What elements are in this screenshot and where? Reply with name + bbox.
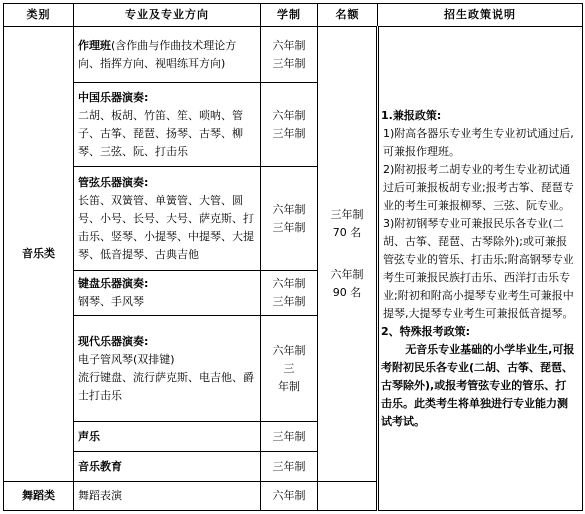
duration-cell [261, 167, 318, 271]
quota-cell [318, 27, 378, 482]
header-quota: 名额 [318, 4, 378, 27]
major-cell [74, 271, 261, 316]
admission-table [3, 3, 583, 511]
header-duration: 学制 [261, 4, 318, 27]
duration-line: 六年制 [272, 489, 306, 502]
major-cell [74, 452, 261, 482]
duration-line: 六年制 [272, 38, 306, 52]
duration-line: 六年制 [272, 343, 306, 357]
quota-three-label: 三年制 [330, 208, 364, 221]
major-cell [74, 316, 261, 422]
major-name: 现代乐器演奏: [78, 334, 149, 348]
duration-cell [261, 271, 318, 316]
policy-special-body: 无音乐专业基础的小学毕业生,可报考附初民乐各专业(二胡、古筝、琵琶、古琴除外),或报考管弦专业的管乐、打击乐。此类考生将单独进行专业能力测试考试。 [381, 342, 575, 428]
major-cell [74, 167, 261, 271]
duration-cell [261, 422, 318, 452]
major-name: 管弦乐器演奏: [78, 175, 149, 189]
category-music: 音乐类 [4, 27, 74, 482]
policy-section-title: 2、特殊报考政策: [381, 324, 471, 338]
duration-line: 年制 [278, 379, 300, 393]
major-cell [74, 27, 261, 83]
major-name: 作理班 [78, 38, 111, 52]
header-row [4, 4, 583, 27]
header-category: 类别 [4, 4, 74, 27]
duration-line: 三年制 [272, 429, 306, 443]
major-desc: 流行键盘、流行萨克斯、电吉他、爵士打击乐 [78, 370, 254, 402]
duration-cell [261, 316, 318, 422]
quota-three-number: 70 名 [332, 226, 362, 239]
quota-six-number: 90 名 [332, 286, 362, 299]
major-desc: 长笛、双簧管、单簧管、大管、圆号、小号、长号、大号、萨克斯、打击乐、竖琴、小提琴、中提琴、大提琴、低音提琴、古典吉他 [78, 193, 254, 261]
policy-item: 1)附高各器乐专业考生专业初试通过后,可兼报作理班。 [383, 126, 574, 158]
major-name: 音乐教育 [78, 459, 122, 473]
duration-line: 三 [283, 361, 295, 375]
duration-line: 六年制 [272, 277, 306, 290]
duration-cell [261, 83, 318, 167]
duration-line: 六年制 [272, 108, 306, 122]
major-name: 键盘乐器演奏: [78, 277, 149, 290]
duration-line: 三年制 [272, 220, 306, 234]
quota-six-label: 六年制 [330, 268, 364, 281]
policy-cell [378, 27, 583, 511]
major-name: 舞蹈表演 [78, 489, 122, 502]
header-major: 专业及专业方向 [74, 4, 261, 27]
major-cell [74, 482, 261, 511]
header-policy: 招生政策说明 [378, 4, 583, 27]
duration-cell [261, 452, 318, 482]
quota-cell-empty [318, 482, 378, 511]
duration-line: 六年制 [272, 202, 306, 216]
duration-line: 三年制 [272, 459, 306, 473]
duration-cell [261, 482, 318, 511]
major-desc: 二胡、板胡、竹笛、笙、唢呐、管子、古筝、琵琶、扬琴、古琴、柳琴、三弦、阮、打击乐 [78, 108, 243, 158]
policy-item: 3)附初钢琴专业可兼报民乐各专业(二胡、古筝、琵琶、古琴除外);或可兼报管弦专业的管乐、打击乐;附高钢琴专业考生可兼报民族打击乐、西洋打击乐专业;附初和附高小提琴专业考生可兼报中提琴,大提琴专业考生可兼报低音提琴。 [383, 216, 574, 320]
major-desc: 电子管风琴(双排键) [78, 352, 175, 366]
duration-line: 三年制 [272, 126, 306, 140]
duration-line: 三年制 [272, 56, 306, 70]
duration-cell [261, 27, 318, 83]
category-dance: 舞蹈类 [4, 482, 74, 511]
major-name: 中国乐器演奏: [78, 90, 149, 104]
major-name: 声乐 [78, 429, 100, 443]
policy-section-title: 1.兼报政策: [381, 108, 442, 122]
major-desc: 钢琴、手风琴 [78, 295, 144, 308]
duration-line: 三年制 [272, 295, 306, 308]
major-desc: (含作曲与作曲技术理论方向、指挥方向、视唱练耳方向) [78, 38, 237, 70]
major-cell [74, 422, 261, 452]
policy-item: 2)附初报考二胡专业的考生专业初试通过后可兼报板胡专业;报考古筝、琵琶专业的考生可兼报柳琴、三弦、阮专业。 [383, 162, 574, 212]
major-cell [74, 83, 261, 167]
table-row [4, 27, 583, 83]
